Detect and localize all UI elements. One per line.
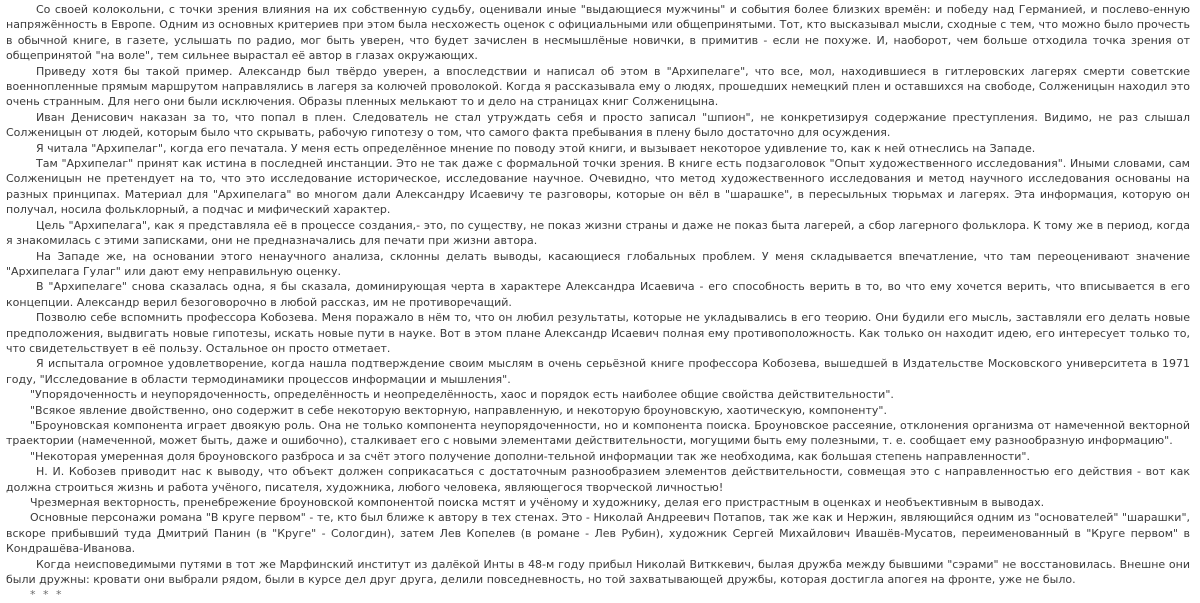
paragraph: Основные персонажи романа "В круге первом" - те, кто был ближе к автору в тех стенах. Это - Николай Андреевич Потапов, так же как и Нержин, являющийся одним из "основателей" "шарашки", вскоре прибывший туда Дмитрий Панин (в "Круге" - Сологдин), затем Лев Копелев (в романе - Лев Рубин), художник Сергей Михайлович Ивашёв-Мусатов, переименованный в "Круге первом" в Кондрашёва-Иванова.: [6, 511, 1190, 556]
quotation: "Броуновская компонента играет двоякую роль. Она не только компонента неупорядоченности, но и компонента поиска. Броуновское рассеяние, отклонения организма от намеченной векторной траектории (намеченной, может быть, даже и ошибочно), сталкивает его с новыми элементами действительности, могущими быть ему полезными, т. е. сообщает ему разнообразную информацию".: [6, 418, 1190, 448]
paragraph: Приведу хотя бы такой пример. Александр был твёрдо уверен, а впоследствии и написал об этом в "Архипелаге", что все, мол, находившиеся в гитлеровских лагерях смерти советские военнопленные прямым маршрутом направлялись в лагеря за колючей проволокой. Когда я рассказывала ему о людях, прошедших немецкий плен и оставшихся на свободе, Солженицын находил это очень странным. Для него они были исключения. Образы пленных мелькают то и дело на страницах книг Солженицына.: [6, 64, 1190, 109]
paragraph: В "Архипелаге" снова сказалась одна, я бы сказала, доминирующая черта в характере Александра Исаевича - его способность верить в то, во что ему хочется верить, что вписывается в его концепции. Александр верил безоговорочно в любой рассказ, им не противоречащий.: [6, 280, 1190, 309]
paragraph: Иван Денисович наказан за то, что попал в плен. Следователь не стал утруждать себя и просто записал "шпион", не конкретизируя содержание преступления. Видимо, не раз слышал Солженицын от людей, которым было что скрывать, рабочую гипотезу о том, что самого факта пребывания в плену было достаточно для осуждения.: [6, 110, 1190, 140]
section-separator: * * *: [30, 588, 64, 602]
paragraph: Там "Архипелаг" принят как истина в последней инстанции. Это не так даже с формальной точки зрения. В книге есть подзаголовок "Опыт художественного исследования". Иными словами, сам Солженицын не претендует на то, что это исследование историческое, исследование научное. Очевидно, что метод художественного исследования и метод научного исследования основаны на разных принципах. Материал для "Архипелага" во многом дали Александру Исаевичу те разговоры, которые он вёл в "шарашке", в пересыльных тюрьмах и лагерях. Эта информация, которую он получал, носила фольклорный, а подчас и мифический характер.: [6, 157, 1190, 217]
quotation: "Некоторая умеренная доля броуновского разброса и за счёт этого получение дополни-тельной информации так же необходима, как большая степень направленности".: [30, 449, 1030, 463]
quotation: "Упорядоченность и неупорядоченность, определённость и неопределённость, хаос и порядок есть наиболее общие свойства действительности".: [30, 388, 894, 402]
quotation: "Всякое явление двойственно, оно содержит в себе некоторую векторную, направленную, и некоторую броуновскую, хаотическую, компоненту".: [30, 403, 887, 417]
paragraph: Я читала "Архипелаг", когда его печатала. У меня есть определённое мнение по поводу этой книги, и вызывает некоторое удивление то, как к ней отнеслись на Западе.: [36, 141, 1036, 155]
paragraph: Н. И. Кобозев приводит нас к выводу, что объект должен соприкасаться с достаточным разнообразием элементов действительности, совмещая это с направленностью его действия - вот как должна строиться жизнь и работа учёного, писателя, художника, любого человека, являющегося творческой личностью!: [6, 465, 1190, 494]
paragraph: Со своей колокольни, с точки зрения влияния на их собственную судьбу, оценивали иные "выдающиеся мужчины" и события более близких времён: и победу над Германией, и послево-енную напряжённость в Европе. Одним из основных критериев при этом была несхожесть оценок с официальными или общепринятыми. Тот, кто высказывал мысли, сходные с тем, что можно было прочесть в обычной книге, в газете, услышать по радио, мог быть уверен, что будет зачислен в несмышлёные новички, в примитив - если не похуже. И, наоборот, чем больше отходила точка зрения от общепринятой "на воле", тем сильнее вырастал её автор в глазах окружающих.: [6, 3, 1190, 63]
paragraph: На Западе же, на основании этого ненаучного анализа, склонны делать выводы, касающиеся глобальных проблем. У меня складывается впечатление, что там переоценивают значение "Архипелага Гулаг" или дают ему неправильную оценку.: [6, 249, 1190, 278]
paragraph: Я испытала огромное удовлетворение, когда нашла подтверждение своим мыслям в очень серьёзной книге профессора Кобозева, вышедшей в Издательстве Московского университета в 1971 году, "Исследование в области термодинамики процессов информации и мышления".: [6, 357, 1190, 386]
paragraph: Позволю себе вспомнить профессора Кобозева. Меня поражало в нём то, что он любил результаты, которые не укладывались в его теорию. Они будили его мысль, заставляли его делать новые предположения, выдвигать новые гипотезы, искать новые пути в науке. Вот в этом плане Александр Исаевич полная ему противоположность. Как только он находит идею, его интересует только то, что свидетельствует в её пользу. Остальное он просто отметает.: [6, 311, 1190, 355]
paragraph: Когда неисповедимыми путями в тот же Марфинский институт из далёкой Инты в 48-м году прибыл Николай Витккевич, былая дружба между бывшими "сэрами" не восстановилась. Внешне они были дружны: кровати они выбрали рядом, были в курсе дел друг друга, делили повседневность, но той захватывающей дружбы, которая достигла апогея на фронте, уже не было.: [6, 557, 1190, 587]
paragraph: Чрезмерная векторность, пренебрежение броуновской компонентой поиска мстят и учёному и художнику, делая его пристрастным в оценках и необъективным в выводах.: [30, 496, 1045, 509]
paragraph: Цель "Архипелага", как я представляла её в процессе создания,- это, по существу, не показ жизни страны и даже не показ быта лагерей, а сбор лагерного фольклора. К тому же в период, когда я знакомилась с этими записками, они не предназначались для печати при жизни автора.: [6, 218, 1190, 248]
